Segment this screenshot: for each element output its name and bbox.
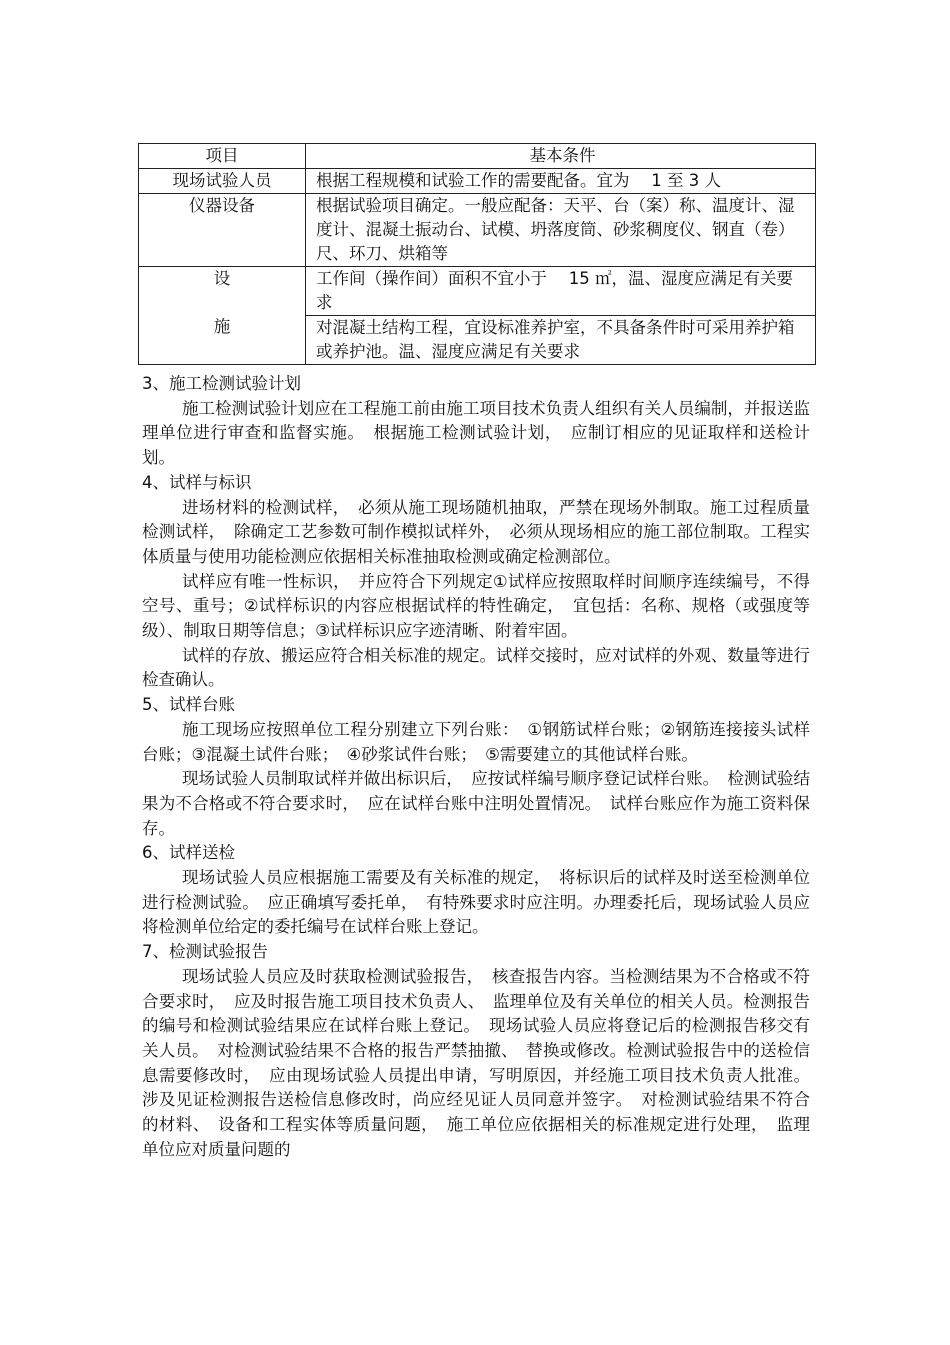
section-heading: 3、施工检测试验计划 (142, 374, 301, 393)
row-text: 根据工程规模和试验工作的需要配备。宜为 1 至 3 人 (306, 169, 816, 194)
section-3 (142, 372, 810, 471)
paragraph: 施工检测试验计划应在工程施工前由施工项目技术负责人组织有关人员编制，并报送监理单位进行审查和监督实施。 根据施工检测试验计划， 应制订相应的见证取样和送检计划。 (142, 398, 810, 468)
row-item: 现场试验人员 (139, 169, 306, 194)
table-row (139, 169, 816, 194)
section-heading: 7、检测试验报告 (142, 942, 268, 962)
paragraph: 现场试验人员制取试样并做出标识后， 应按试样编号顺序登记试样台账。 检测试验结果为不合格或不符合要求时， 应在试样台账中注明处置情况。 试样台账应作为施工资料保存。 (142, 769, 810, 838)
paragraph: 施工现场应按照单位工程分别建立下列台账： ①钢筋试样台账；②钢筋连接接头试样台账；③混凝土试件台账； ④砂浆试件台账； ⑤需要建立的其他试样台账。 (142, 719, 810, 764)
row-text: 工作间（操作间）面积不宜小于 15 ㎡，温、湿度应满足有关要求 (306, 267, 816, 316)
section-7 (142, 940, 810, 1162)
row-text: 根据试验项目确定。一般应配备：天平、台（案）称、温度计、湿度计、混凝土振动台、试模、坍落度筒、砂浆稠度仪、钢直（卷）尺、环刀、烘箱等 (306, 194, 816, 267)
header-item: 项目 (139, 144, 306, 169)
paragraph: 试样的存放、搬运应符合相关标准的规定。试样交接时，应对试样的外观、数量等进行检查确认。 (142, 645, 810, 690)
section-4 (142, 471, 810, 693)
paragraph: 试样应有唯一性标识， 并应符合下列规定①试样应按照取样时间顺序连续编号，不得空号、重号；②试样标识的内容应根据试样的特性确定， 宜包括：名称、规格（或强度等级）、制取日期等信息；③试样标识应字迹清晰、附着牢固。 (142, 571, 810, 641)
row-item (139, 267, 306, 365)
section-heading: 4、试样与标识 (142, 472, 252, 492)
table-row (139, 194, 816, 267)
table-row (139, 267, 816, 316)
section-6 (142, 841, 810, 940)
requirements-table (138, 143, 816, 365)
section-heading: 6、试样送检 (142, 843, 235, 863)
row-item-bottom: 施 (213, 317, 231, 336)
header-conditions: 基本条件 (306, 144, 816, 169)
table-header-row (139, 144, 816, 169)
section-5 (142, 693, 810, 841)
paragraph: 现场试验人员应根据施工需要及有关标准的规定， 将标识后的试样及时送至检测单位进行检测试验。 应正确填写委托单， 有特殊要求时应注明。办理委托后，现场试验人员应将检测单位给定的委托编号在试样台账上登记。 (142, 868, 810, 937)
row-item-top: 设 (213, 269, 231, 288)
spread-cell (139, 267, 305, 339)
row-text: 对混凝土结构工程，宜设标准养护室，不具备条件时可采用养护箱或养护池。温、湿度应满足有关要求 (306, 316, 816, 365)
paragraph: 进场材料的检测试样， 必须从施工现场随机抽取，严禁在现场外制取。施工过程质量检测试样， 除确定工艺参数可制作模拟试样外， 必须从现场相应的施工部位制取。工程实体质量与使用功能检测应依据相关标准抽取检测或确定检测部位。 (142, 497, 810, 566)
paragraph: 现场试验人员应及时获取检测试验报告， 核查报告内容。当检测结果为不合格或不符合要求时， 应及时报告施工项目技术负责人、 监理单位及有关单位的相关人员。检测报告的编号和检测试验结果应在试样台账上登记。 现场试验人员应将登记后的检测报告移交有关人员。 对检测试验结果不合格的报告严禁抽撤、 替换或修改。检测试验报告中的送检信息需要修改时， 应由现场试验人员提出申请，写明原因，并经施工项目技术负责人批准。涉及见证检测报告送检信息修改时，尚应经见证人员同意并签字。 对检测试验结果不符合的材料、 设备和工程实体等质量问题， 施工单位应依据相关的标准规定进行处理， 监理单位应对质量问题的 (142, 966, 810, 1159)
row-item: 仪器设备 (139, 194, 306, 267)
section-heading: 5、试样台账 (142, 695, 235, 715)
body-text (142, 372, 810, 1163)
